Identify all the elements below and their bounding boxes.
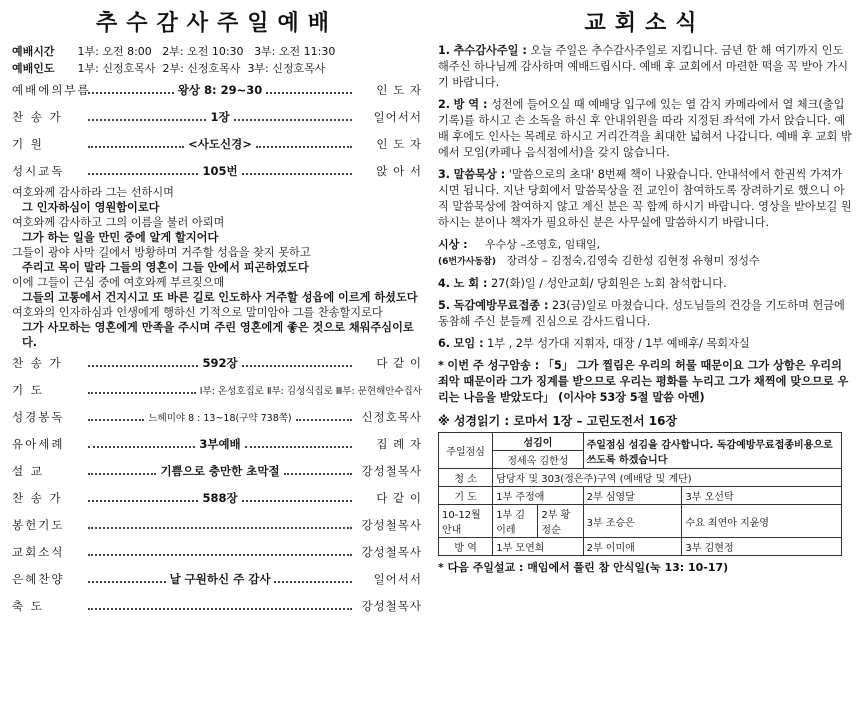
order-performer: 집 례 자 bbox=[376, 437, 422, 451]
duty-cell: 2부 이미애 bbox=[583, 538, 682, 556]
congregation-line: 그 인자하심이 영원함이로다 bbox=[22, 201, 160, 214]
award-line-2: (6번가사동참) 장려상 – 김정숙,김영숙 김한성 김현정 유형미 정성수 bbox=[438, 254, 760, 267]
news-item bbox=[438, 43, 852, 91]
item-number: 6. bbox=[438, 337, 451, 350]
duty-table bbox=[438, 432, 842, 556]
leader-dots bbox=[88, 569, 166, 583]
order-performer: 신정호목사 bbox=[361, 410, 422, 424]
order-label: 축 도 bbox=[12, 599, 44, 613]
leader-dots bbox=[266, 80, 352, 94]
duty-cell: 주일점심 섬김을 감사합니다. 독감예방무료접종비용으로 쓰도록 하겠습니다 bbox=[583, 433, 841, 469]
service-leaders: 예배인도 1부: 신정호목사 2부: 신정호목사 3부: 신정호목사 bbox=[12, 62, 326, 75]
duty-cell: 수요 최연아 지윤영 bbox=[682, 505, 842, 538]
order-label: 성경봉독 bbox=[12, 410, 65, 424]
order-label: 성시교독 bbox=[12, 164, 65, 178]
item-text: 23(금)일로 마쳤습니다. 성도님들의 건강을 기도하며 헌금에 동참해 주신 분들께 진심으로 감사드립니다. bbox=[438, 299, 845, 328]
order-performer: 앉 아 서 bbox=[376, 164, 422, 178]
congregation-line: 그가 사모하는 영혼에게 만족을 주시며 주린 영혼에게 좋은 것으로 채워주심이로다. bbox=[22, 321, 414, 349]
item-text: 「5」 그가 찔림은 우리의 허물 때문이요 그가 상함은 우리의 죄악 때문이라 그가 징계를 받으므로 우리는 평화를 누리고 그가 채찍에 맞으므로 우리는 나음을 받았도다」 (이사야 53장 5절 말씀 아멘) bbox=[438, 359, 849, 404]
duty-cell: 주일점심 bbox=[439, 433, 493, 469]
item-number: * bbox=[438, 359, 444, 372]
duty-cell: 방 역 bbox=[439, 538, 493, 556]
duty-cell: 3부 김현정 bbox=[682, 538, 842, 556]
item-number: 5. bbox=[438, 299, 451, 312]
duty-cell: 정세옥 김한성 bbox=[493, 451, 583, 469]
duty-cell: 담당자 및 303(정은주)구역 (예배당 및 계단) bbox=[493, 469, 842, 487]
item-text: 오늘 주일은 추수감사주일로 지킵니다. 금년 한 해 여기까지 인도해주신 하나님께 감사하며 예배드립시다. 예배 후 교회에서 마련한 떡을 꼭 받아 가시기 바랍니다. bbox=[438, 44, 849, 89]
duty-cell: 10-12월안내 bbox=[439, 505, 493, 538]
leader-dots bbox=[245, 434, 352, 448]
order-item: <사도신경> bbox=[188, 137, 252, 151]
order-row bbox=[12, 431, 422, 458]
order-item: 날 구원하신 주 감사 bbox=[169, 572, 271, 586]
news-items bbox=[438, 43, 852, 231]
leader-dots bbox=[88, 161, 198, 175]
order-label: 기 원 bbox=[12, 137, 44, 151]
order-performer: 강성철목사 bbox=[361, 545, 422, 559]
order-label: 찬 송 가 bbox=[12, 110, 63, 124]
order-row bbox=[12, 566, 422, 593]
duty-cell: 3부 조승은 bbox=[583, 505, 682, 538]
duty-cell: 1부 모연희 bbox=[493, 538, 583, 556]
item-text: 27(화)일 / 성안교회/ 당회원은 노회 참석합니다. bbox=[491, 277, 727, 290]
item-heading: 독감예방무료접종 : bbox=[453, 299, 549, 312]
leader-dots bbox=[88, 107, 206, 121]
news-item bbox=[438, 167, 852, 231]
leader-dots bbox=[256, 134, 352, 148]
order-item: 왕상 8: 29~30 bbox=[177, 83, 263, 97]
order-performer: 강성철목사 bbox=[361, 599, 422, 613]
order-list-bottom bbox=[12, 350, 422, 620]
duty-cell: 1부 주정애 bbox=[493, 487, 583, 505]
order-label: 은혜찬양 bbox=[12, 572, 65, 586]
news-items-2 bbox=[438, 276, 852, 406]
worship-title: 추수감사주일예배 bbox=[95, 10, 339, 36]
order-row bbox=[12, 377, 422, 404]
item-number: 1. bbox=[438, 44, 451, 57]
leader-dots bbox=[242, 353, 352, 367]
order-item: 3부예배 bbox=[199, 437, 241, 451]
item-heading: 모임 : bbox=[453, 337, 484, 350]
news-item bbox=[438, 336, 852, 352]
order-performer: 강성철목사 bbox=[361, 464, 423, 478]
order-label: 찬 송 가 bbox=[12, 491, 63, 505]
leader-dots bbox=[88, 380, 196, 394]
order-label: 봉헌기도 bbox=[12, 518, 65, 532]
order-label: 예배에의부름 bbox=[12, 83, 91, 97]
leader-dots bbox=[88, 515, 352, 529]
news-item bbox=[438, 97, 852, 161]
item-heading: 방 역 : bbox=[453, 98, 488, 111]
leader-line: 이에 그들이 근심 중에 여호와께 부르짖으매 bbox=[12, 276, 225, 289]
order-row bbox=[12, 404, 422, 431]
order-performer: 강성철목사 bbox=[361, 518, 422, 532]
leader-dots bbox=[296, 407, 352, 421]
leader-line: 그들이 광야 사막 길에서 방황하며 거주할 성읍을 찾지 못하고 bbox=[12, 246, 311, 259]
news-title: 교회소식 bbox=[584, 10, 706, 36]
order-row bbox=[12, 485, 422, 512]
item-number: 4. bbox=[438, 277, 451, 290]
award-line: 시상 : 우수상 –조영호, 임태일, bbox=[438, 238, 601, 251]
item-text: 성전에 들어오실 때 예배당 입구에 있는 열 감지 카메라에서 열 체크(출입기록)를 하시고 손 소독을 하신 후 안내위원을 따라 지정된 좌석에 가서 앉습니다. 예배 후에도 인사는 목례로 하시고 거리간격을 최대한 넓혀서 나갑니다. 예배 후 교회 밖에서 모임(카페나 음식점에서)을 갖지 않습니다. bbox=[438, 98, 852, 159]
order-label: 설 교 bbox=[12, 464, 44, 478]
item-heading: 이번 주 성구암송 : bbox=[447, 359, 540, 372]
news-item bbox=[438, 298, 852, 330]
leader-dots bbox=[88, 596, 352, 610]
next-sermon: * 다음 주일설교 : 매임에서 풀린 참 안식일(눅 13: 10-17) bbox=[438, 561, 729, 574]
leader-dots bbox=[88, 542, 352, 556]
congregation-line: 그가 하는 일을 만민 중에 알게 할지어다 bbox=[22, 231, 219, 244]
order-performer: 다 같 이 bbox=[376, 491, 422, 505]
bible-reading: ※ 성경읽기 : 로마서 1장 – 고린도전서 16장 bbox=[438, 414, 678, 428]
order-label: 유아세례 bbox=[12, 437, 65, 451]
leader-dots bbox=[242, 161, 352, 175]
item-number: 2. bbox=[438, 98, 451, 111]
leader-line: 여호와께 감사하고 그의 이름을 불러 아뢰며 bbox=[12, 216, 225, 229]
item-heading: 말씀묵상 : bbox=[453, 168, 506, 181]
church-news bbox=[438, 0, 852, 575]
leader-dots bbox=[88, 488, 198, 502]
order-row bbox=[12, 539, 422, 566]
order-label: 찬 송 가 bbox=[12, 356, 63, 370]
order-performer: 인 도 자 bbox=[376, 137, 422, 151]
leader-dots bbox=[88, 461, 156, 475]
news-item bbox=[438, 276, 852, 292]
leader-dots bbox=[88, 134, 184, 148]
service-times: 예배시간 1부: 오전 8:00 2부: 오전 10:30 3부: 오전 11:30 bbox=[12, 45, 336, 58]
leader-dots bbox=[234, 107, 352, 121]
duty-cell: 섬김이 bbox=[493, 433, 583, 451]
congregation-line: 그들의 고통에서 건지시고 또 바른 길로 인도하사 거주할 성읍에 이르게 하셨도다 bbox=[22, 291, 418, 304]
leader-dots bbox=[88, 434, 195, 448]
item-number: 3. bbox=[438, 168, 451, 181]
order-item: 1장 bbox=[210, 110, 230, 124]
leader-dots bbox=[242, 488, 352, 502]
order-item: 느헤미야 8 : 13~18(구약 738쪽) bbox=[148, 413, 292, 424]
duty-cell: 기 도 bbox=[439, 487, 493, 505]
order-row bbox=[12, 104, 422, 131]
order-item: 592장 bbox=[202, 356, 238, 370]
order-row bbox=[12, 77, 422, 104]
duty-cell: 1부 김이레 bbox=[493, 505, 538, 538]
order-row bbox=[12, 458, 422, 485]
order-row bbox=[12, 593, 422, 620]
order-item: 105번 bbox=[202, 164, 238, 178]
news-item bbox=[438, 358, 852, 406]
order-row bbox=[12, 131, 422, 158]
leader-dots bbox=[88, 353, 198, 367]
item-text: 1부 , 2부 성가대 지휘자, 대장 / 1부 예배후/ 목회자실 bbox=[487, 337, 750, 350]
order-item: 기쁨으로 충만한 초막절 bbox=[160, 464, 280, 478]
order-row bbox=[12, 350, 422, 377]
item-text: '말씀으로의 초대' 8번째 책이 나왔습니다. 안내석에서 한권씩 가져가시면 됩니다. 지난 당회에서 말씀묵상을 전 교인이 참여하도록 장려하기로 했으니 아직 말씀묵상에 참여하지 않고 계신 분은 꼭 함께 하시기 바랍니다. 영상을 받아보길 원하시는 분이나 책자가 필요하신 분은 사무실에 말씀하시기 바랍니다. bbox=[438, 168, 852, 229]
duty-cell: 2부 황정순 bbox=[538, 505, 583, 538]
order-performer: 인 도 자 bbox=[376, 83, 422, 97]
leader-dots bbox=[274, 569, 352, 583]
order-row bbox=[12, 158, 422, 185]
order-performer: 다 같 이 bbox=[376, 356, 422, 370]
leader-dots bbox=[284, 461, 352, 475]
order-row bbox=[12, 512, 422, 539]
congregation-line: 주리고 목이 말라 그들의 영혼이 그들 안에서 피곤하였도다 bbox=[22, 261, 309, 274]
duty-cell: 청 소 bbox=[439, 469, 493, 487]
leader-dots bbox=[88, 80, 174, 94]
order-performer: 일어서서 bbox=[373, 572, 423, 586]
order-list-top bbox=[12, 77, 422, 185]
responsive-reading bbox=[12, 185, 422, 350]
order-item: Ⅰ부: 온성호집로 Ⅱ부: 김성식집로 Ⅲ부: 문현해안수집사 bbox=[199, 386, 422, 397]
leader-line: 여호와께 감사하라 그는 선하시며 bbox=[12, 186, 174, 199]
item-heading: 노 회 : bbox=[453, 277, 488, 290]
leader-line: 여호와의 인자하심과 인생에게 행하신 기적으로 말미암아 그를 찬송할지로다 bbox=[12, 306, 383, 319]
order-item: 588장 bbox=[202, 491, 238, 505]
duty-cell: 3부 오선탁 bbox=[682, 487, 842, 505]
leader-dots bbox=[88, 407, 144, 421]
item-heading: 추수감사주일 : bbox=[453, 44, 527, 57]
order-label: 기 도 bbox=[12, 383, 44, 397]
duty-cell: 2부 심영달 bbox=[583, 487, 682, 505]
order-performer: 일어서서 bbox=[373, 110, 422, 124]
order-label: 교회소식 bbox=[12, 545, 65, 559]
order-of-worship bbox=[12, 0, 422, 620]
